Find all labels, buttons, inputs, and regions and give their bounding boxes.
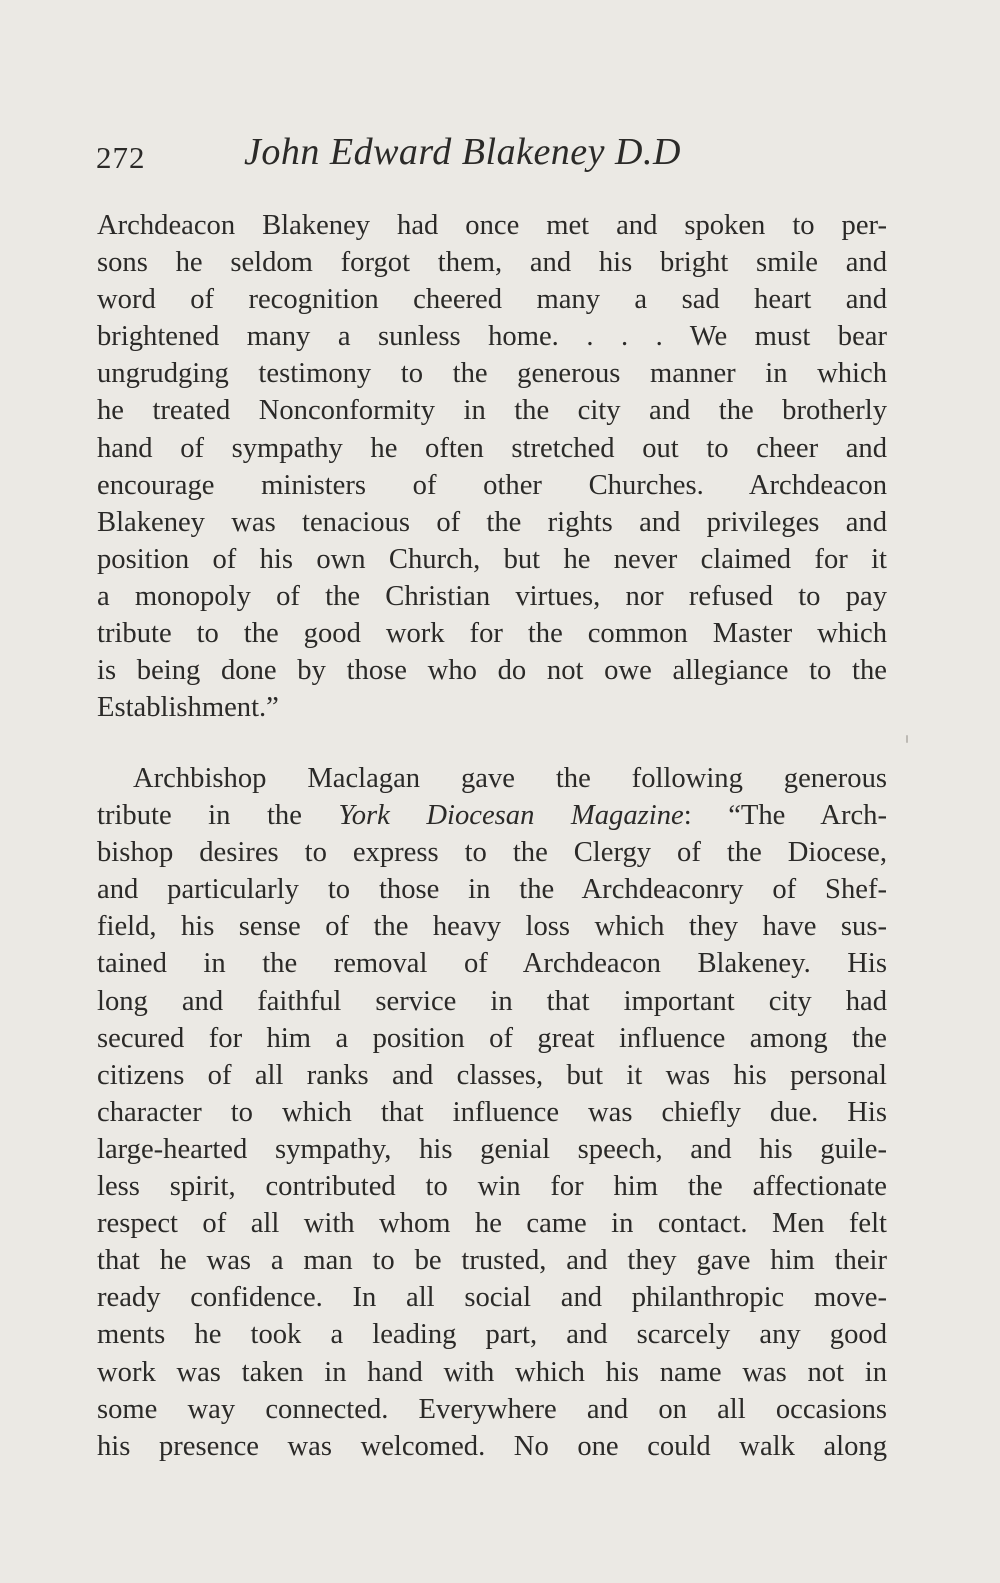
text-line: less spirit, contributed to win for him the affectionate [97,1171,887,1203]
text-line: is being done by those who do not owe allegiance to the [97,655,887,687]
paragraph-1 [97,207,887,726]
text-line: sons he seldom forgot them, and his bright smile and [97,247,887,279]
text-line: character to which that influence was chiefly due. His [97,1096,887,1128]
text-line: brightened many a sunless home. . . . We must bear [97,321,887,353]
text-line: a monopoly of the Christian virtues, nor refused to pay [97,580,887,612]
text-line: long and faithful service in that important city had [97,985,887,1017]
text-line: Archbishop Maclagan gave the following generous [133,763,887,794]
text-line: ungrudging testimony to the generous manner in which [97,358,887,390]
text-line: some way connected. Everywhere and on all occasions [97,1393,887,1425]
magazine-title: York Diocesan Magazine [338,800,684,832]
text-line: and particularly to those in the Archdeaconry of Shef- [97,874,887,906]
text-line: he treated Nonconformity in the city and the brotherly [97,395,887,427]
running-title: John Edward Blakeney D.D [244,131,681,173]
text-line: Blakeney was tenacious of the rights and privileges and [97,506,887,538]
text-run: tribute in the [97,800,339,832]
text-line: Establishment.” [97,692,279,724]
text-line: tained in the removal of Archdeacon Blakeney. His [97,948,887,980]
text-line: position of his own Church, but he never claimed for it [97,543,887,575]
text-line: work was taken in hand with which his name was not in [97,1356,887,1388]
paragraph-2 [97,760,887,1465]
text-line: encourage ministers of other Churches. Archdeacon [97,469,887,501]
text-line: his presence was welcomed. No one could walk along [97,1430,887,1462]
text-line: large-hearted sympathy, his genial speech, and his guile- [97,1133,887,1165]
running-head [96,128,896,184]
text-run: : “The Arch- [683,800,887,832]
text-line: respect of all with whom he came in contact. Men felt [97,1208,887,1240]
text-line: hand of sympathy he often stretched out to cheer and [97,432,887,464]
text-line: that he was a man to be trusted, and they gave him their [97,1245,887,1277]
text-line: bishop desires to express to the Clergy of the Diocese, [97,837,887,869]
text-line: field, his sense of the heavy loss which they have sus- [97,911,887,943]
text-line-with-italic [97,797,887,834]
page-number: 272 [96,140,146,175]
text-line: Archdeacon Blakeney had once met and spoken to per- [97,210,887,241]
paper-speck [906,735,908,743]
text-line: ready confidence. In all social and philanthropic move- [97,1282,887,1314]
text-line: word of recognition cheered many a sad heart and [97,284,887,316]
text-line: ments he took a leading part, and scarcely any good [97,1319,887,1351]
text-line: citizens of all ranks and classes, but it was his personal [97,1059,887,1091]
text-line: tribute to the good work for the common Master which [97,618,887,650]
text-line: secured for him a position of great influence among the [97,1022,887,1054]
